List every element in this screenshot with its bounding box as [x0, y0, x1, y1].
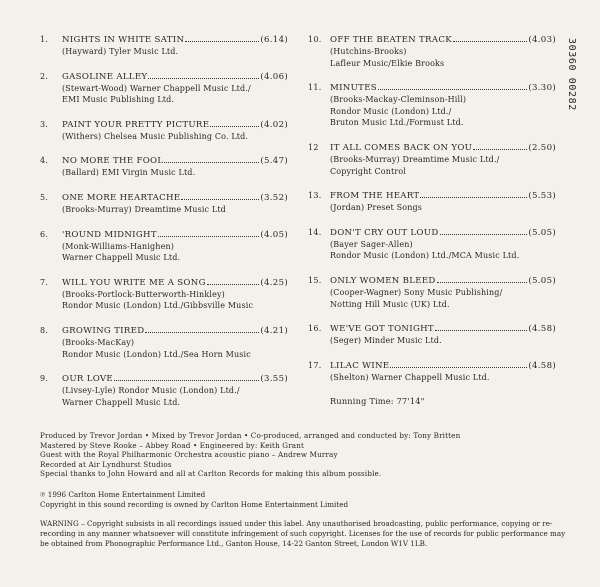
track-credit: EMI Music Publishing Ltd. [62, 95, 175, 105]
track-list-left [40, 34, 288, 421]
track-number: 10. [308, 35, 322, 44]
track-credit: (Seger) Minder Music Ltd. [330, 336, 442, 346]
track-number: 13. [308, 191, 322, 201]
warning-line: be obtained from Phonographic Performance Ltd., Ganton House, 14-22 Ganton Street, London W1V 1LB. [40, 538, 428, 548]
track-title: GASOLINE ALLEY [62, 71, 148, 82]
track-credit: (Jordan) Preset Songs [330, 203, 423, 213]
track-credit: (Stewart-Wood) Warner Chappell Music Ltd./ [62, 83, 251, 93]
dot-leader [207, 284, 260, 285]
dot-leader [158, 236, 260, 237]
track-credit: (Monk-Williams-Hanighen) [62, 241, 175, 251]
dot-leader [437, 282, 528, 283]
track-item [40, 277, 288, 312]
track-number: 17. [308, 360, 322, 370]
credit-line: Recorded at Air Lyndhurst Studios [40, 459, 172, 469]
track-number: 7. [40, 277, 49, 287]
track-credit: Bruton Music Ltd./Formust Ltd. [330, 118, 464, 128]
track-duration: (4.05) [260, 229, 288, 240]
credit-line: Guest with the Royal Philharmonic Orchestra acoustic piano – Andrew Murray [40, 450, 338, 460]
track-credit: (Cooper-Wagner) Sony Music Publishing/ [330, 287, 503, 297]
track-credit: (Brooks-Murray) Dreamtime Music Ltd./ [330, 154, 500, 164]
track-number: 5. [40, 192, 49, 202]
track-number: 8. [40, 325, 49, 335]
dot-leader [435, 330, 527, 331]
track-number: 9. [40, 374, 49, 384]
track-credit: Rondor Music (London) Ltd./ [330, 106, 452, 116]
track-duration: (4.58) [528, 360, 556, 371]
track-item [308, 323, 556, 347]
dot-leader [148, 78, 259, 79]
dot-leader [145, 332, 259, 333]
dot-leader [390, 367, 527, 368]
track-item [308, 190, 556, 214]
running-time: Running Time: 77'14" [330, 396, 425, 407]
warning-line: WARNING – Copyright subsists in all recordings issued under this label. Any unauthorised broadcasting, public performance, copying or re- [40, 519, 553, 528]
track-duration: (5.05) [528, 227, 556, 238]
track-duration: (5.53) [528, 191, 556, 202]
track-duration: (2.50) [528, 142, 556, 153]
track-credit: (Shelton) Warner Chappell Music Ltd. [330, 372, 490, 382]
track-item [308, 34, 556, 69]
track-credit: (Brooks-MacKay) [62, 337, 135, 347]
track-number: 6. [40, 229, 49, 239]
track-title: OFF THE BEATEN TRACK [330, 35, 452, 45]
track-title: ONLY WOMEN BLEED [330, 275, 436, 286]
dot-leader [114, 380, 259, 381]
track-title: NO MORE THE FOOL [62, 156, 164, 167]
track-credit: Warner Chappell Music Ltd. [62, 397, 181, 407]
track-duration: (4.02) [260, 119, 288, 130]
track-duration: (4.58) [528, 324, 556, 335]
track-number: 4. [40, 156, 49, 166]
track-duration: (4.25) [260, 277, 288, 288]
dot-leader [210, 126, 259, 127]
dot-leader [164, 162, 259, 163]
track-number: 16. [308, 324, 322, 334]
track-item [308, 227, 556, 262]
track-number: 14. [308, 227, 322, 237]
track-title: MINUTES [330, 83, 377, 94]
track-title: IT ALL COMES BACK ON YOU [330, 142, 473, 153]
track-duration: (5.47) [260, 156, 288, 167]
track-duration: (4.03) [528, 35, 556, 45]
track-duration: (4.21) [260, 325, 288, 336]
dot-leader [378, 89, 527, 90]
track-number: 11. [308, 83, 322, 93]
copyright-line: Copyright in this sound recording is owned by Carlton Home Entertainment Limited [40, 499, 349, 509]
track-duration: (5.05) [528, 275, 556, 286]
track-item [40, 71, 288, 106]
track-credit: (Bayer Sager-Allen) [330, 239, 413, 249]
track-item [308, 360, 556, 384]
track-item [308, 82, 556, 129]
track-credit: Notting Hill Music (UK) Ltd. [330, 299, 450, 309]
track-credit: Rondor Music (London) Ltd./MCA Music Ltd. [330, 251, 520, 261]
track-duration: (3.30) [528, 83, 556, 94]
catalog-number: 30360 00282 [566, 38, 577, 111]
dot-leader [420, 197, 527, 198]
warning-line: recording in any manner whatsoever will constitute infringement of such copyright. Licenses for the use of records for public performance may [40, 528, 566, 538]
track-credit: (Brooks-Mackay-Cleminson-Hill) [330, 95, 467, 105]
track-credit: (Ballard) EMI Virgin Music Ltd. [62, 168, 196, 178]
track-credit: (Hayward) Tyler Music Ltd. [62, 47, 179, 56]
track-title: LILAC WINE [330, 360, 390, 371]
track-number: 3. [40, 119, 49, 129]
track-item [40, 155, 288, 179]
track-item [40, 34, 288, 58]
track-duration: (3.55) [260, 374, 288, 385]
track-list-right [308, 34, 556, 406]
track-title: 'ROUND MIDNIGHT [62, 229, 157, 240]
dot-leader [453, 41, 527, 42]
dot-leader [185, 41, 259, 42]
copyright-line: ℗ 1996 Carlton Home Entertainment Limited [40, 490, 206, 499]
track-title: OUR LOVE [62, 374, 113, 385]
track-item [40, 119, 288, 143]
track-title: FROM THE HEART [330, 191, 420, 202]
production-credits [40, 431, 560, 479]
track-credit: (Brooks-Portlock-Butterworth-Hinkley) [62, 289, 225, 299]
track-number: 2. [40, 71, 49, 81]
track-duration: (3.52) [260, 192, 288, 203]
copyright-warning [40, 519, 565, 548]
track-number: 12 [308, 142, 319, 152]
track-credit: Lafleur Music/Elkie Brooks [330, 58, 445, 68]
credit-line: Produced by Trevor Jordan • Mixed by Trevor Jordan • Co-produced, arranged and conducted by: Tony Britten [40, 431, 461, 440]
track-item [40, 192, 288, 216]
track-credit: Copyright Control [330, 166, 407, 176]
credit-line: Mastered by Steve Rooke – Abbey Road • Engineered by: Keith Grant [40, 440, 305, 450]
track-number: 1. [40, 35, 49, 44]
track-title: NIGHTS IN WHITE SATIN [62, 35, 185, 45]
track-item [40, 373, 288, 408]
track-item [40, 325, 288, 360]
track-title: DON'T CRY OUT LOUD [330, 227, 439, 238]
track-duration: (6.14) [260, 35, 288, 45]
track-number: 15. [308, 275, 322, 285]
dot-leader [181, 199, 259, 200]
track-item [308, 275, 556, 310]
track-title: GROWING TIRED [62, 325, 145, 336]
credit-line: Special thanks to John Howard and all at Carlton Records for making this album possible. [40, 469, 382, 479]
track-item [308, 142, 556, 177]
track-credit: (Withers) Chelsea Music Publishing Co. Ltd. [62, 131, 249, 141]
copyright-notice [40, 490, 560, 509]
dot-leader [473, 149, 527, 150]
dot-leader [440, 234, 528, 235]
track-title: PAINT YOUR PRETTY PICTURE [62, 119, 210, 130]
track-credit: Warner Chappell Music Ltd. [62, 253, 181, 263]
track-credit: (Livsey-Lyle) Rondor Music (London) Ltd./ [62, 386, 240, 396]
track-credit: (Hutchins-Brooks) [330, 47, 407, 56]
track-title: WE'VE GOT TONIGHT [330, 324, 434, 335]
track-title: ONE MORE HEARTACHE [62, 192, 181, 203]
track-title: WILL YOU WRITE ME A SONG [62, 277, 206, 288]
track-credit: Rondor Music (London) Ltd./Gibbsville Music [62, 301, 254, 311]
track-duration: (4.06) [260, 71, 288, 82]
track-item [40, 229, 288, 264]
track-credit: (Brooks-Murray) Dreamtime Music Ltd [62, 204, 226, 214]
track-credit: Rondor Music (London) Ltd./Sea Horn Music [62, 349, 251, 359]
